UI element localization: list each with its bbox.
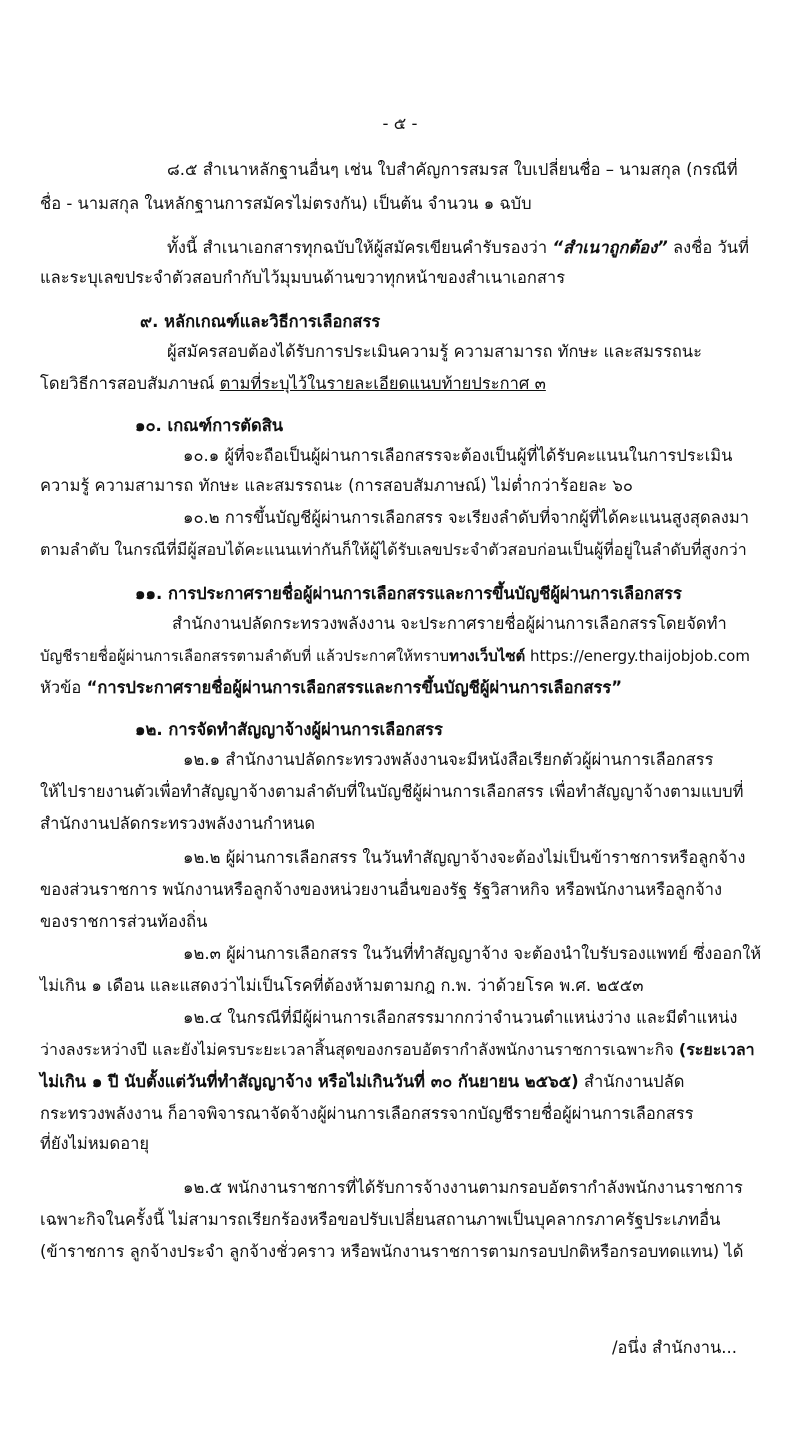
s12-4-line-5: ที่ยังไม่หมดอายุ: [40, 1134, 150, 1153]
s10-heading: ๑๐. เกณฑ์การตัดสิน: [135, 416, 284, 435]
s12-5-line-3: (ข้าราชการ ลูกจ้างประจำ ลูกจ้างชั่วคราว หรือพนักงานราชการตามกรอบปกติหรือกรอบทดแทน) ได้: [40, 1242, 744, 1261]
s9-text: โดยวิธีการสอบสัมภาษณ์: [40, 374, 220, 393]
s12-4-period: ไม่เกิน ๑ ปี นับตั้งแต่วันที่ทำสัญญาจ้าง หรือไม่เกินวันที่ ๓๐ กันยายน ๒๕๖๕): [40, 1072, 579, 1091]
s12-1-line-3: สำนักงานปลัดกระทรวงพลังงานกำหนด: [40, 814, 316, 833]
s11-line-1: สำนักงานปลัดกระทรวงพลังงาน จะประกาศรายชื่อผู้ผ่านการเลือกสรรโดยจัดทำ: [172, 614, 727, 633]
s11-text: บัญชีรายชื่อผู้ผ่านการเลือกสรรตามลำดับที่ แล้วประกาศให้ทราบ: [40, 647, 450, 665]
s12-2-line-3: ของราชการส่วนท้องถิ่น: [40, 912, 208, 931]
continuation-marker: /อนึ่ง สำนักงาน...: [612, 1338, 737, 1357]
note-line-1: [167, 236, 767, 260]
s12-4-line-1: ๑๒.๔ ในกรณีที่มีผู้ผ่านการเลือกสรรมากกว่าจำนวนตำแหน่งว่าง และมีตำแหน่ง: [183, 1008, 738, 1027]
s9-underlined-ref: ตามที่ระบุไว้ในรายละเอียดแนบท้ายประกาศ ๓: [219, 374, 546, 393]
s12-5-line-2: เฉพาะกิจในครั้งนี้ ไม่สามารถเรียกร้องหรือขอปรับเปลี่ยนสถานภาพเป็นบุคลากรภาครัฐประเภทอื่น: [40, 1210, 721, 1229]
s8-5-line-2: ชื่อ - นามสกุล ในหลักฐานการสมัครไม่ตรงกัน) เป็นต้น จำนวน ๑ ฉบับ: [40, 194, 532, 213]
s12-4-text-cont: สำนักงานปลัด: [578, 1072, 685, 1091]
s9-heading: ๙. หลักเกณฑ์และวิธีการเลือกสรร: [140, 312, 381, 331]
s12-4-line-3: [40, 1070, 760, 1094]
page-number: - ๕ -: [382, 114, 418, 133]
s11-website-url[interactable]: https://energy.thaijobjob.com: [525, 647, 750, 665]
s11-website-label: ทางเว็บไซต์: [449, 647, 526, 665]
s12-4-text: ว่างลงระหว่างปี และยังไม่ครบระยะเวลาสิ้นสุดของกรอบอัตรากำลังพนักงานราชการเฉพาะกิจ: [40, 1040, 679, 1059]
s9-line-2: [40, 372, 760, 396]
s8-5-line-1: ๘.๕ สำเนาหลักฐานอื่นๆ เช่น ใบสำคัญการสมรส ใบเปลี่ยนชื่อ – นามสกุล (กรณีที่: [167, 160, 738, 179]
s10-2-line-1: ๑๐.๒ การขึ้นบัญชีผู้ผ่านการเลือกสรร จะเรียงลำดับที่จากผู้ที่ได้คะแนนสูงสุดลงมา: [183, 508, 750, 527]
note-line-2: และระบุเลขประจำตัวสอบกำกับไว้มุมบนด้านขวาทุกหน้าของสำเนาเอกสาร: [40, 268, 566, 287]
s10-1-line-1: ๑๐.๑ ผู้ที่จะถือเป็นผู้ผ่านการเลือกสรรจะต้องเป็นผู้ที่ได้รับคะแนนในการประเมิน: [183, 446, 733, 465]
note-certified-copy: “สำเนาถูกต้อง”: [552, 238, 668, 257]
s12-4-period-start: (ระยะเวลา: [678, 1040, 755, 1059]
s12-2-line-1: ๑๒.๒ ผู้ผ่านการเลือกสรร ในวันทำสัญญาจ้างจะต้องไม่เป็นข้าราชการหรือลูกจ้าง: [183, 848, 746, 867]
s12-1-line-1: ๑๒.๑ สำนักงานปลัดกระทรวงพลังงานจะมีหนังสือเรียกตัวผู้ผ่านการเลือกสรร: [183, 750, 714, 769]
s11-line-3: [40, 676, 760, 700]
s12-3-line-1: ๑๒.๓ ผู้ผ่านการเลือกสรร ในวันที่ทำสัญญาจ้าง จะต้องนำใบรับรองแพทย์ ซึ่งออกให้: [183, 944, 762, 963]
s11-topic-label: หัวข้อ: [40, 678, 87, 697]
s12-1-line-2: ให้ไปรายงานตัวเพื่อทำสัญญาจ้างตามลำดับที่ในบัญชีผู้ผ่านการเลือกสรร เพื่อทำสัญญาจ้างตามแบบที่: [40, 782, 744, 801]
s10-1-line-2: ความรู้ ความสามารถ ทักษะ และสมรรถนะ (การสอบสัมภาษณ์) ไม่ต่ำกว่าร้อยละ ๖๐: [40, 476, 633, 495]
s9-line-1: ผู้สมัครสอบต้องได้รับการประเมินความรู้ ความสามารถ ทักษะ และสมรรถนะ: [167, 342, 702, 361]
s12-5-line-1: ๑๒.๕ พนักงานราชการที่ได้รับการจ้างงานตามกรอบอัตรากำลังพนักงานราชการ: [183, 1178, 743, 1197]
s11-line-2: [40, 644, 760, 668]
s11-heading: ๑๑. การประกาศรายชื่อผู้ผ่านการเลือกสรรและการขึ้นบัญชีผู้ผ่านการเลือกสรร: [135, 584, 682, 603]
s12-2-line-2: ของส่วนราชการ พนักงานหรือลูกจ้างของหน่วยงานอื่นของรัฐ รัฐวิสาหกิจ หรือพนักงานหรือลูกจ้าง: [40, 880, 723, 899]
s10-2-line-2: ตามลำดับ ในกรณีที่มีผู้สอบได้คะแนนเท่ากันก็ให้ผู้ได้รับเลขประจำตัวสอบก่อนเป็นผู้ที่อยู่ในลำดับที่สูงกว่า: [40, 540, 747, 559]
s12-heading: ๑๒. การจัดทำสัญญาจ้างผู้ผ่านการเลือกสรร: [135, 720, 443, 739]
note-text: ทั้งนี้ สำเนาเอกสารทุกฉบับให้ผู้สมัครเขียนคำรับรองว่า: [167, 238, 553, 257]
s11-topic-title: “การประกาศรายชื่อผู้ผ่านการเลือกสรรและการขึ้นบัญชีผู้ผ่านการเลือกสรร”: [86, 678, 623, 697]
note-text-end: ลงชื่อ วันที่: [667, 238, 749, 257]
s12-4-line-4: กระทรวงพลังงาน ก็อาจพิจารณาจัดจ้างผู้ผ่านการเลือกสรรจากบัญชีรายชื่อผู้ผ่านการเลือกสรร: [40, 1104, 694, 1123]
s12-3-line-2: ไม่เกิน ๑ เดือน และแสดงว่าไม่เป็นโรคที่ต้องห้ามตามกฎ ก.พ. ว่าด้วยโรค พ.ศ. ๒๕๕๓: [40, 976, 644, 995]
s12-4-line-2: [40, 1038, 760, 1062]
